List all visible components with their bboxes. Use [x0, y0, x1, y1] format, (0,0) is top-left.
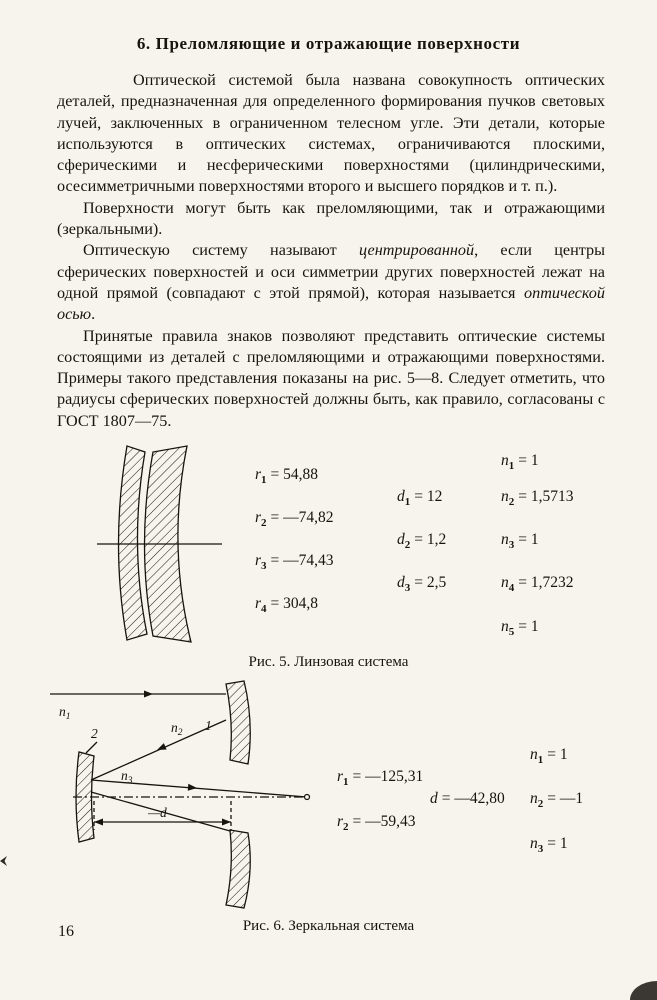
var-value: = —125,31 — [352, 768, 424, 786]
label-subscript: 3 — [127, 776, 133, 787]
mirror-1-upper-segment — [226, 681, 250, 764]
var-subscript: 1 — [261, 474, 267, 487]
lens-element-1 — [119, 446, 148, 640]
var-subscript: 3 — [537, 843, 544, 856]
arrowhead — [94, 819, 103, 826]
fig5-n1-formula — [501, 452, 539, 473]
var-value: = 1 — [518, 452, 539, 470]
fig6-label-dim-d: —d — [148, 805, 167, 821]
var-symbol: r — [337, 813, 344, 831]
fig6-label-n2 — [171, 720, 183, 738]
var-subscript: 1 — [343, 776, 349, 789]
fig5-n4-formula — [501, 574, 574, 595]
fig5-n3-formula — [501, 531, 539, 552]
var-value: = 2,5 — [414, 574, 447, 592]
fig5-caption: Рис. 5. Линзовая система — [248, 654, 409, 671]
var-symbol: n — [501, 574, 509, 592]
var-subscript: 4 — [508, 582, 515, 595]
fig6-label-n1 — [59, 704, 71, 722]
label-symbol: n — [59, 704, 66, 720]
fig6-r2-formula — [337, 813, 416, 834]
arrowhead — [222, 819, 231, 826]
fig6-label-n3 — [121, 768, 133, 786]
var-value: = 1 — [518, 531, 539, 549]
var-value: = —74,43 — [270, 552, 334, 570]
fig6-label-mirror2: 2 — [91, 726, 98, 742]
var-subscript: 1 — [537, 754, 544, 767]
fig5-d1-formula — [397, 488, 443, 509]
arrowhead — [156, 743, 167, 753]
fig5-r2-formula — [255, 509, 334, 530]
fig5-r3-formula — [255, 552, 334, 573]
var-value: = —42,80 — [441, 790, 505, 808]
var-symbol: d — [397, 574, 405, 592]
fig6-mirror-drawing — [45, 680, 345, 915]
var-subscript: 2 — [508, 496, 515, 509]
var-subscript: 3 — [508, 539, 515, 552]
var-symbol: r — [337, 768, 344, 786]
var-symbol: r — [255, 466, 262, 484]
fig5-r4-formula — [255, 595, 319, 616]
fig5-n5-formula — [501, 618, 539, 639]
var-symbol: r — [255, 595, 262, 613]
paragraph-3-text: Оптическую систему называют — [83, 241, 360, 260]
var-subscript: 2 — [537, 798, 544, 811]
var-value: = 12 — [414, 488, 443, 506]
var-symbol: n — [501, 531, 509, 549]
fig6-label-mirror1: 1 — [205, 718, 212, 734]
fig6-d-formula — [430, 790, 505, 808]
var-subscript: 1 — [404, 496, 411, 509]
fig6-r1-formula — [337, 768, 424, 789]
fig6-n3-formula — [530, 835, 568, 856]
var-value: = 304,8 — [270, 595, 319, 613]
fig5-r1-formula — [255, 466, 319, 487]
var-value: = 1 — [547, 835, 568, 853]
body-text-column — [57, 70, 605, 432]
fig6-n1-formula — [530, 746, 568, 767]
var-value: = —74,82 — [270, 509, 334, 527]
var-symbol: d — [397, 488, 405, 506]
label-2-leader-line — [86, 742, 97, 753]
var-symbol: n — [530, 746, 538, 764]
var-symbol: r — [255, 552, 262, 570]
term-centered: центрированной — [359, 241, 475, 260]
section-heading: 6. Преломляющие и отражающие поверхности — [136, 34, 521, 53]
var-value: = —59,43 — [352, 813, 416, 831]
var-symbol: d — [430, 790, 438, 808]
var-value: = —1 — [547, 790, 584, 808]
arrowhead — [144, 691, 153, 698]
mirror-1-lower-segment — [226, 830, 250, 908]
focus-point — [305, 795, 310, 800]
paragraph-4: Принятые правила знаков позволяют представить оптические системы состоящими из деталей с преломляющими и отражающими поверхностями. Примеры такого представления показаны на рис. 5—8. Следует отметить, что радиусы сферических поверхностей должны быть, как правило, согласованы с ГОСТ 1807—75. — [57, 326, 605, 430]
label-symbol: n — [171, 720, 178, 736]
fig6-caption: Рис. 6. Зеркальная система — [242, 918, 415, 935]
var-subscript: 3 — [261, 560, 267, 573]
var-subscript: 2 — [343, 821, 349, 834]
fig5-lens-drawing — [95, 440, 225, 652]
label-subscript: 1 — [65, 712, 71, 723]
var-symbol: n — [501, 452, 509, 470]
var-value: = 1,7232 — [518, 574, 574, 592]
var-value: = 54,88 — [270, 466, 319, 484]
var-subscript: 2 — [261, 517, 267, 530]
paragraph-3-text: , если центры сферических поверхностей и оси симметрии других поверхностей лежат на одной прямой (совпадают с этой прямой), которая называется — [57, 241, 605, 302]
paragraph-2: Поверхности могут быть как преломляющими, так и отражающими (зеркальными). — [57, 198, 605, 239]
var-symbol: n — [530, 790, 538, 808]
paragraph-3-text: . — [91, 305, 96, 324]
term-optical-axis: оптической осью — [57, 283, 605, 324]
var-subscript: 2 — [404, 539, 411, 552]
label-subscript: 2 — [177, 728, 183, 739]
var-subscript: 1 — [508, 460, 515, 473]
fig5-d3-formula — [397, 574, 447, 595]
var-subscript: 4 — [261, 603, 267, 616]
arrowhead — [188, 784, 198, 792]
figure-5 — [0, 436, 657, 678]
scan-artifact-corner — [630, 981, 657, 1000]
var-value: = 1 — [518, 618, 539, 636]
fig6-n2-formula — [530, 790, 584, 811]
var-value: = 1,5713 — [518, 488, 574, 506]
var-symbol: r — [255, 509, 262, 527]
var-value: = 1 — [547, 746, 568, 764]
var-symbol: n — [501, 488, 509, 506]
var-symbol: n — [501, 618, 509, 636]
var-subscript: 5 — [508, 626, 515, 639]
var-subscript: 3 — [404, 582, 411, 595]
var-symbol: n — [530, 835, 538, 853]
label-symbol: n — [121, 768, 128, 784]
paragraph-3 — [57, 240, 605, 325]
fig5-n2-formula — [501, 488, 574, 509]
var-value: = 1,2 — [414, 531, 447, 549]
var-symbol: d — [397, 531, 405, 549]
fig5-d2-formula — [397, 531, 447, 552]
figure-6 — [0, 678, 657, 948]
paragraph-1: Оптической системой была названа совокупность оптических деталей, предназначенная для определенного формирования пучков световых лучей, заключенных в ограниченном телесном угле. Эти детали, которые используются в оптических системах, ограничиваются плоскими, сферическими и несферическими поверхностями (цилиндрическими, осесимметричными поверхностями второго и высшего порядков и т. п.). — [57, 71, 605, 196]
page-number: 16 — [58, 923, 74, 940]
